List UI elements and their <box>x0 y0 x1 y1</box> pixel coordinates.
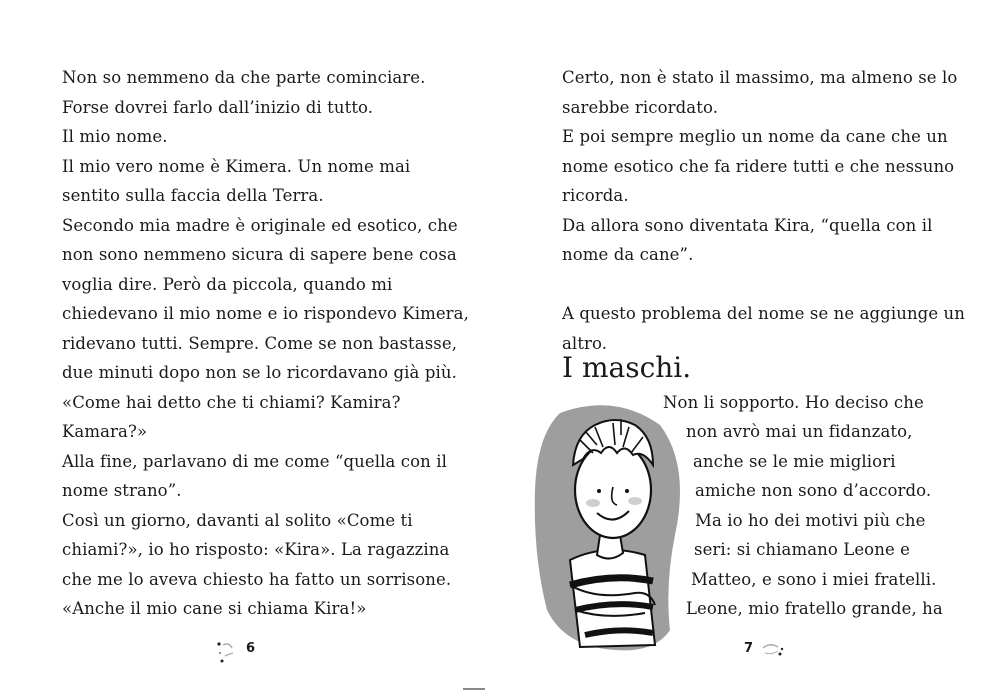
text-line: voglia dire. Però da piccola, quando mi <box>62 275 393 294</box>
text-line: due minuti dopo non se lo ricordavano già più. <box>62 363 457 382</box>
page-ornament-icon <box>212 636 242 666</box>
text-line: «Come hai detto che ti chiami? Kamira? <box>62 393 401 412</box>
text-line: Secondo mia madre è originale ed esotico, che <box>62 216 458 235</box>
text-line: Il mio vero nome è Kimera. Un nome mai <box>62 157 411 176</box>
section-heading: I maschi. <box>562 351 692 384</box>
text-line: Da allora sono diventata Kira, “quella con il <box>562 216 933 235</box>
text-line: A questo problema del nome se ne aggiunge un <box>562 304 966 323</box>
page-ornament-icon <box>760 640 790 660</box>
text-line: Così un giorno, davanti al solito «Come ti <box>62 511 413 530</box>
text-line: Certo, non è stato il massimo, ma almeno se lo <box>562 68 958 87</box>
text-line: anche se le mie migliori <box>693 452 896 471</box>
text-line: sarebbe ricordato. <box>562 98 719 117</box>
text-line: non sono nemmeno sicura di sapere bene cosa <box>62 245 457 264</box>
page-number: 6 <box>246 641 256 656</box>
text-line: E poi sempre meglio un nome da cane che un <box>562 127 948 146</box>
text-line: «Anche il mio cane si chiama Kira!» <box>62 599 367 618</box>
text-line: Kamara?» <box>62 422 148 441</box>
page-number: 7 <box>744 641 754 656</box>
text-line: Matteo, e sono i miei fratelli. <box>691 570 937 589</box>
text-line: seri: si chiamano Leone e <box>694 540 911 559</box>
text-line: Forse dovrei farlo dall’inizio di tutto. <box>62 98 374 117</box>
text-line: nome strano”. <box>62 481 182 500</box>
text-line: sentito sulla faccia della Terra. <box>62 186 324 205</box>
text-line: altro. <box>562 334 608 353</box>
text-line: Ma io ho dei motivi più che <box>695 511 926 530</box>
boy-illustration <box>525 395 695 655</box>
text-line: che me lo aveva chiesto ha fatto un sorrisone. <box>62 570 452 589</box>
text-line: ridevano tutti. Sempre. Come se non bastasse, <box>62 334 458 353</box>
spine-divider <box>463 688 485 690</box>
text-line: Non so nemmeno da che parte cominciare. <box>62 68 426 87</box>
text-line: Alla fine, parlavano di me come “quella con il <box>62 452 447 471</box>
text-line: nome da cane”. <box>562 245 694 264</box>
text-line: ricorda. <box>562 186 629 205</box>
text-line: nome esotico che fa ridere tutti e che nessuno <box>562 157 955 176</box>
text-line: chiedevano il mio nome e io rispondevo Kimera, <box>62 304 469 323</box>
text-line: chiami?», io ho risposto: «Kira». La ragazzina <box>62 540 450 559</box>
text-line: Il mio nome. <box>62 127 168 146</box>
text-line: non avrò mai un fidanzato, <box>686 422 913 441</box>
text-line: Non li sopporto. Ho deciso che <box>663 393 924 412</box>
text-line: amiche non sono d’accordo. <box>695 481 932 500</box>
text-line: Leone, mio fratello grande, ha <box>686 599 943 618</box>
